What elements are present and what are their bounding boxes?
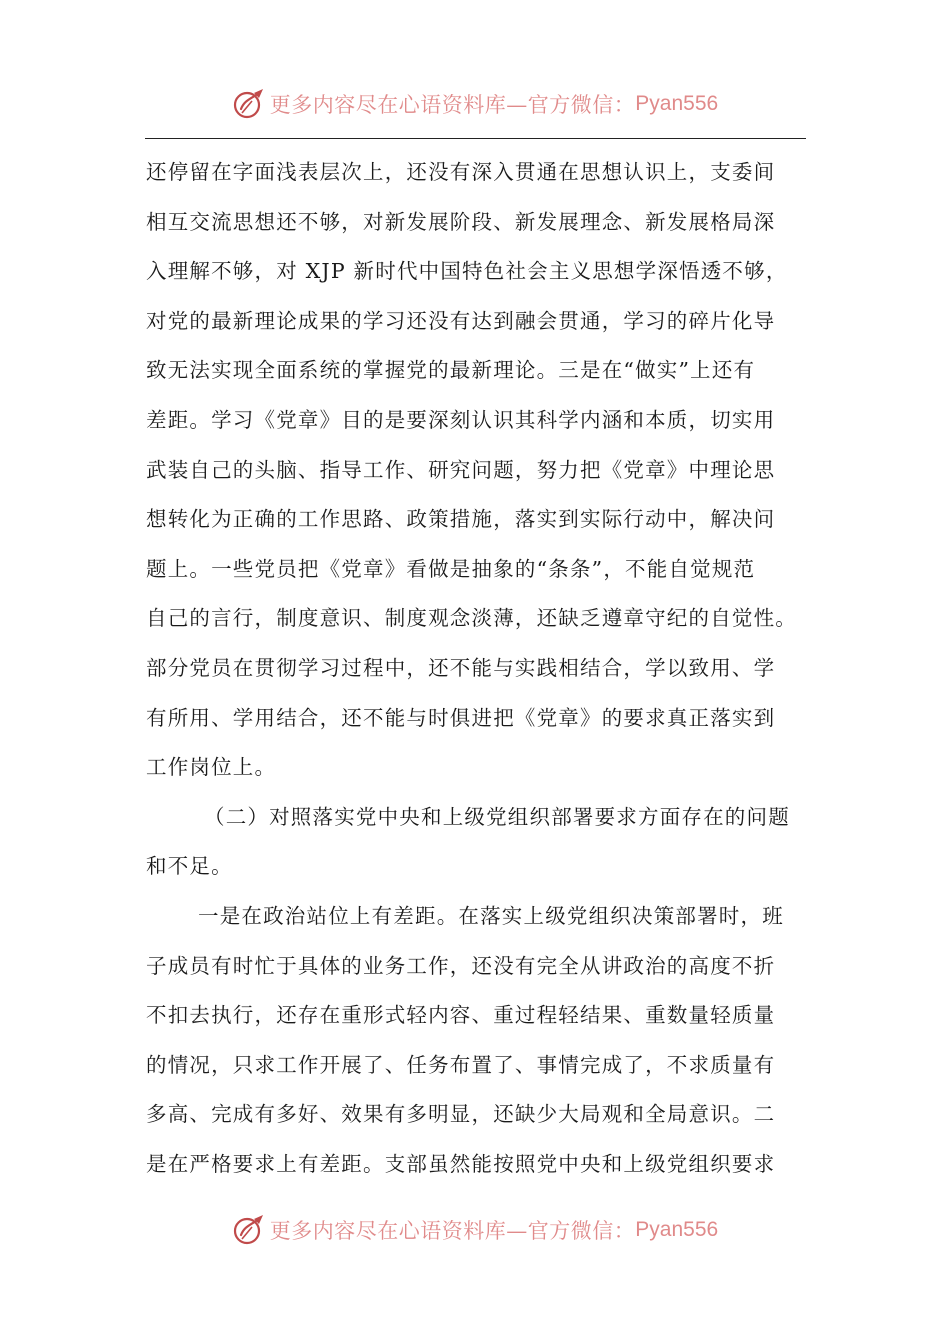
paragraph-line: 想转化为正确的工作思路、政策措施，落实到实际行动中，解决问	[146, 507, 776, 532]
paragraph-line: 多高、完成有多好、效果有多明显，还缺少大局观和全局意识。二	[146, 1102, 776, 1127]
body-text	[146, 148, 808, 1189]
paragraph-line: 一是在政治站位上有差距。在落实上级党组织决策部署时，班	[198, 903, 784, 928]
paragraph-line: 工作岗位上。	[146, 755, 277, 780]
header-rule	[145, 138, 806, 139]
header-watermark	[0, 84, 950, 124]
paragraph-line: 相互交流思想还不够，对新发展阶段、新发展理念、新发展格局深	[146, 209, 776, 234]
paragraph-line: 武装自己的头脑、指导工作、研究问题，努力把《党章》中理论思	[146, 457, 776, 482]
section-heading-continued: 和不足。	[146, 854, 233, 879]
paragraph-line: 的情况，只求工作开展了、任务布置了、事情完成了，不求质量有	[146, 1052, 776, 1077]
footer-watermark-text: 更多内容尽在心语资料库—官方微信：	[269, 1219, 636, 1243]
paragraph-line: 是在严格要求上有差距。支部虽然能按照党中央和上级党组织要求	[146, 1151, 776, 1176]
paragraph-line: 题上。一些党员把《党章》看做是抽象的“条条”，不能自觉规范	[146, 556, 756, 581]
paragraph-line: 自己的言行，制度意识、制度观念淡薄，还缺乏遵章守纪的自觉性。	[146, 606, 797, 631]
pen-seal-logo-icon	[232, 87, 266, 121]
paragraph-line: 对党的最新理论成果的学习还没有达到融会贯通，学习的碎片化导	[146, 308, 776, 333]
paragraph-line: 还停留在字面浅表层次上，还没有深入贯通在思想认识上，支委间	[146, 160, 776, 184]
section-heading: （二）对照落实党中央和上级党组织部署要求方面存在的问题	[204, 804, 790, 829]
paragraph-line: 子成员有时忙于具体的业务工作，还没有完全从讲政治的高度不折	[146, 953, 776, 978]
paragraph-line: 入理解不够，对 XJP 新时代中国特色社会主义思想学深悟透不够，	[146, 259, 788, 284]
paragraph-line: 有所用、学用结合，还不能与时俱进把《党章》的要求真正落实到	[146, 705, 776, 730]
footer-wechat-id: Pyan556	[635, 1218, 719, 1241]
footer-watermark	[0, 1210, 950, 1250]
paragraph-line: 不扣去执行，还存在重形式轻内容、重过程轻结果、重数量轻质量	[146, 1003, 776, 1028]
pen-seal-logo-icon	[232, 1213, 266, 1247]
paragraph-line: 部分党员在贯彻学习过程中，还不能与实践相结合，学以致用、学	[146, 655, 776, 680]
header-wechat-id: Pyan556	[635, 92, 719, 115]
paragraph-line: 差距。学习《党章》目的是要深刻认识其科学内涵和本质，切实用	[146, 407, 776, 432]
header-watermark-text: 更多内容尽在心语资料库—官方微信：	[269, 93, 636, 117]
paragraph-line: 致无法实现全面系统的掌握党的最新理论。三是在“做实”上还有	[146, 358, 756, 383]
